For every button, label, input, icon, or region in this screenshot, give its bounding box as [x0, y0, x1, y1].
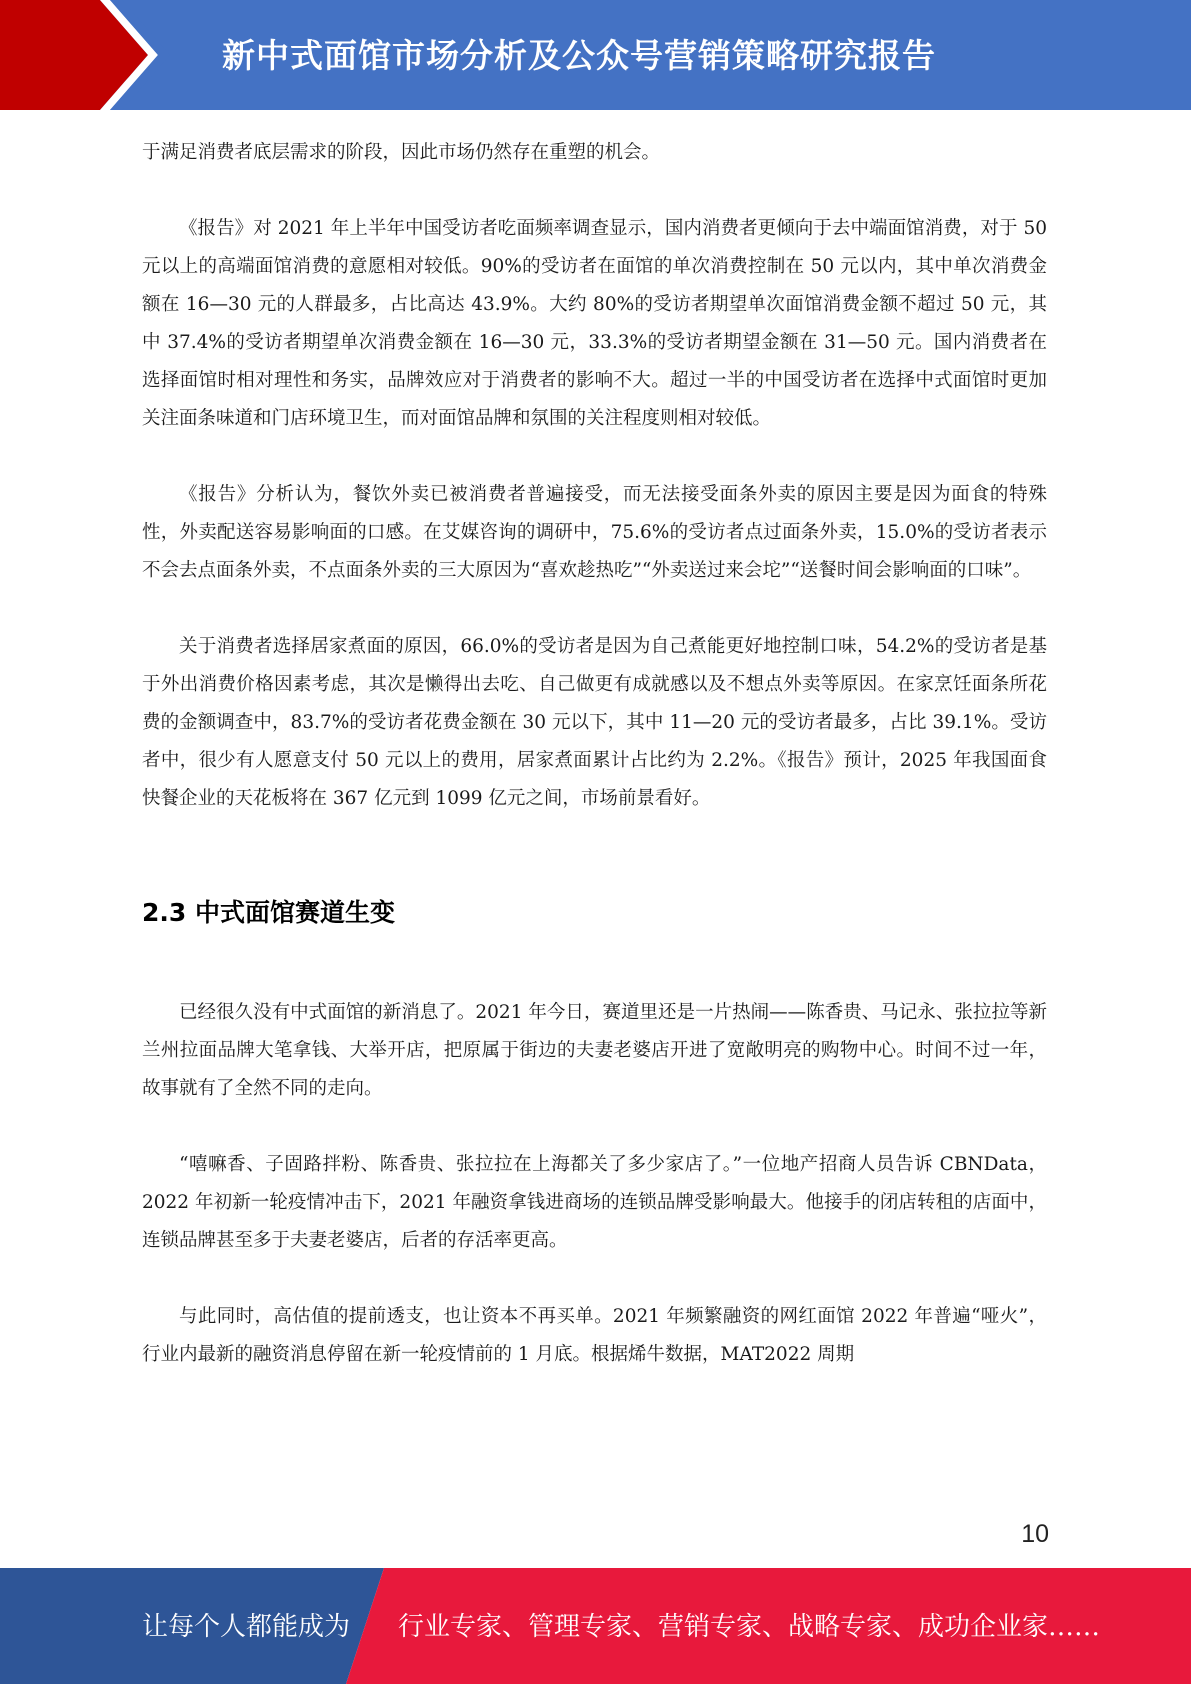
page-number: 10 — [1021, 1520, 1049, 1548]
paragraph: 已经很久没有中式面馆的新消息了。2021 年今日，赛道里还是一片热闹——陈香贵、马记永、张拉拉等新兰州拉面品牌大笔拿钱、大举开店，把原属于街边的夫妻老婆店开进了宽敞明亮的购物中心。时间不过一年，故事就有了全然不同的走向。 — [142, 1002, 1047, 1099]
section-heading: 2.3 中式面馆赛道生变 — [142, 898, 395, 927]
paragraph: 于满足消费者底层需求的阶段，因此市场仍然存在重塑的机会。 — [142, 142, 661, 163]
footer-slogan-left: 让每个人都能成为 — [142, 1612, 351, 1642]
document-title: 新中式面馆市场分析及公众号营销策略研究报告 — [222, 36, 936, 75]
page-content — [142, 134, 1047, 1374]
paragraph: 关于消费者选择居家煮面的原因，66.0%的受访者是因为自己煮能更好地控制口味，54.2%的受访者是基于外出消费价格因素考虑，其次是懒得出去吃、自己做更有成就感以及不想点外卖等原因。在家烹饪面条所花费的金额调查中，83.7%的受访者花费金额在 30 元以下，其中 11—20 元的受访者最多，占比 39.1%。受访者中，很少有人愿意支付 50 元以上的费用，居家煮面累计占比约为 2.2%。《报告》预计，2025 年我国面食快餐企业的天花板将在 367 亿元到 1099 亿元之间，市场前景看好。 — [142, 636, 1047, 809]
header-arrow-decoration — [0, 0, 170, 110]
paragraph: “嘻嘛香、子固路拌粉、陈香贵、张拉拉在上海都关了多少家店了。”一位地产招商人员告诉 CBNData，2022 年初新一轮疫情冲击下，2021 年融资拿钱进商场的连锁品牌受影响最大。他接手的闭店转租的店面中，连锁品牌甚至多于夫妻老婆店，后者的存活率更高。 — [142, 1154, 1047, 1251]
paragraph: 《报告》分析认为，餐饮外卖已被消费者普遍接受，而无法接受面条外卖的原因主要是因为面食的特殊性，外卖配送容易影响面的口感。在艾媒咨询的调研中，75.6%的受访者点过面条外卖，15.0%的受访者表示不会去点面条外卖，不点面条外卖的三大原因为“喜欢趁热吃”“外卖送过来会坨”“送餐时间会影响面的口味”。 — [142, 484, 1047, 581]
footer-slogan-right: 行业专家、管理专家、营销专家、战略专家、成功企业家…… — [398, 1612, 1101, 1642]
page-footer-band — [0, 1568, 1191, 1684]
paragraph: 《报告》对 2021 年上半年中国受访者吃面频率调查显示，国内消费者更倾向于去中端面馆消费，对于 50 元以上的高端面馆消费的意愿相对较低。90%的受访者在面馆的单次消费控制在 50 元以内，其中单次消费金额在 16—30 元的人群最多，占比高达 43.9%。大约 80%的受访者期望单次面馆消费金额不超过 50 元，其中 37.4%的受访者期望单次消费金额在 16—30 元，33.3%的受访者期望金额在 31—50 元。国内消费者在选择面馆时相对理性和务实，品牌效应对于消费者的影响不大。超过一半的中国受访者在选择中式面馆时更加关注面条味道和门店环境卫生，而对面馆品牌和氛围的关注程度则相对较低。 — [142, 218, 1047, 429]
paragraph: 与此同时，高估值的提前透支，也让资本不再买单。2021 年频繁融资的网红面馆 2022 年普遍“哑火”，行业内最新的融资消息停留在新一轮疫情前的 1 月底。根据烯牛数据，MAT2022 周期 — [142, 1306, 1047, 1365]
page-header-band — [0, 0, 1191, 110]
